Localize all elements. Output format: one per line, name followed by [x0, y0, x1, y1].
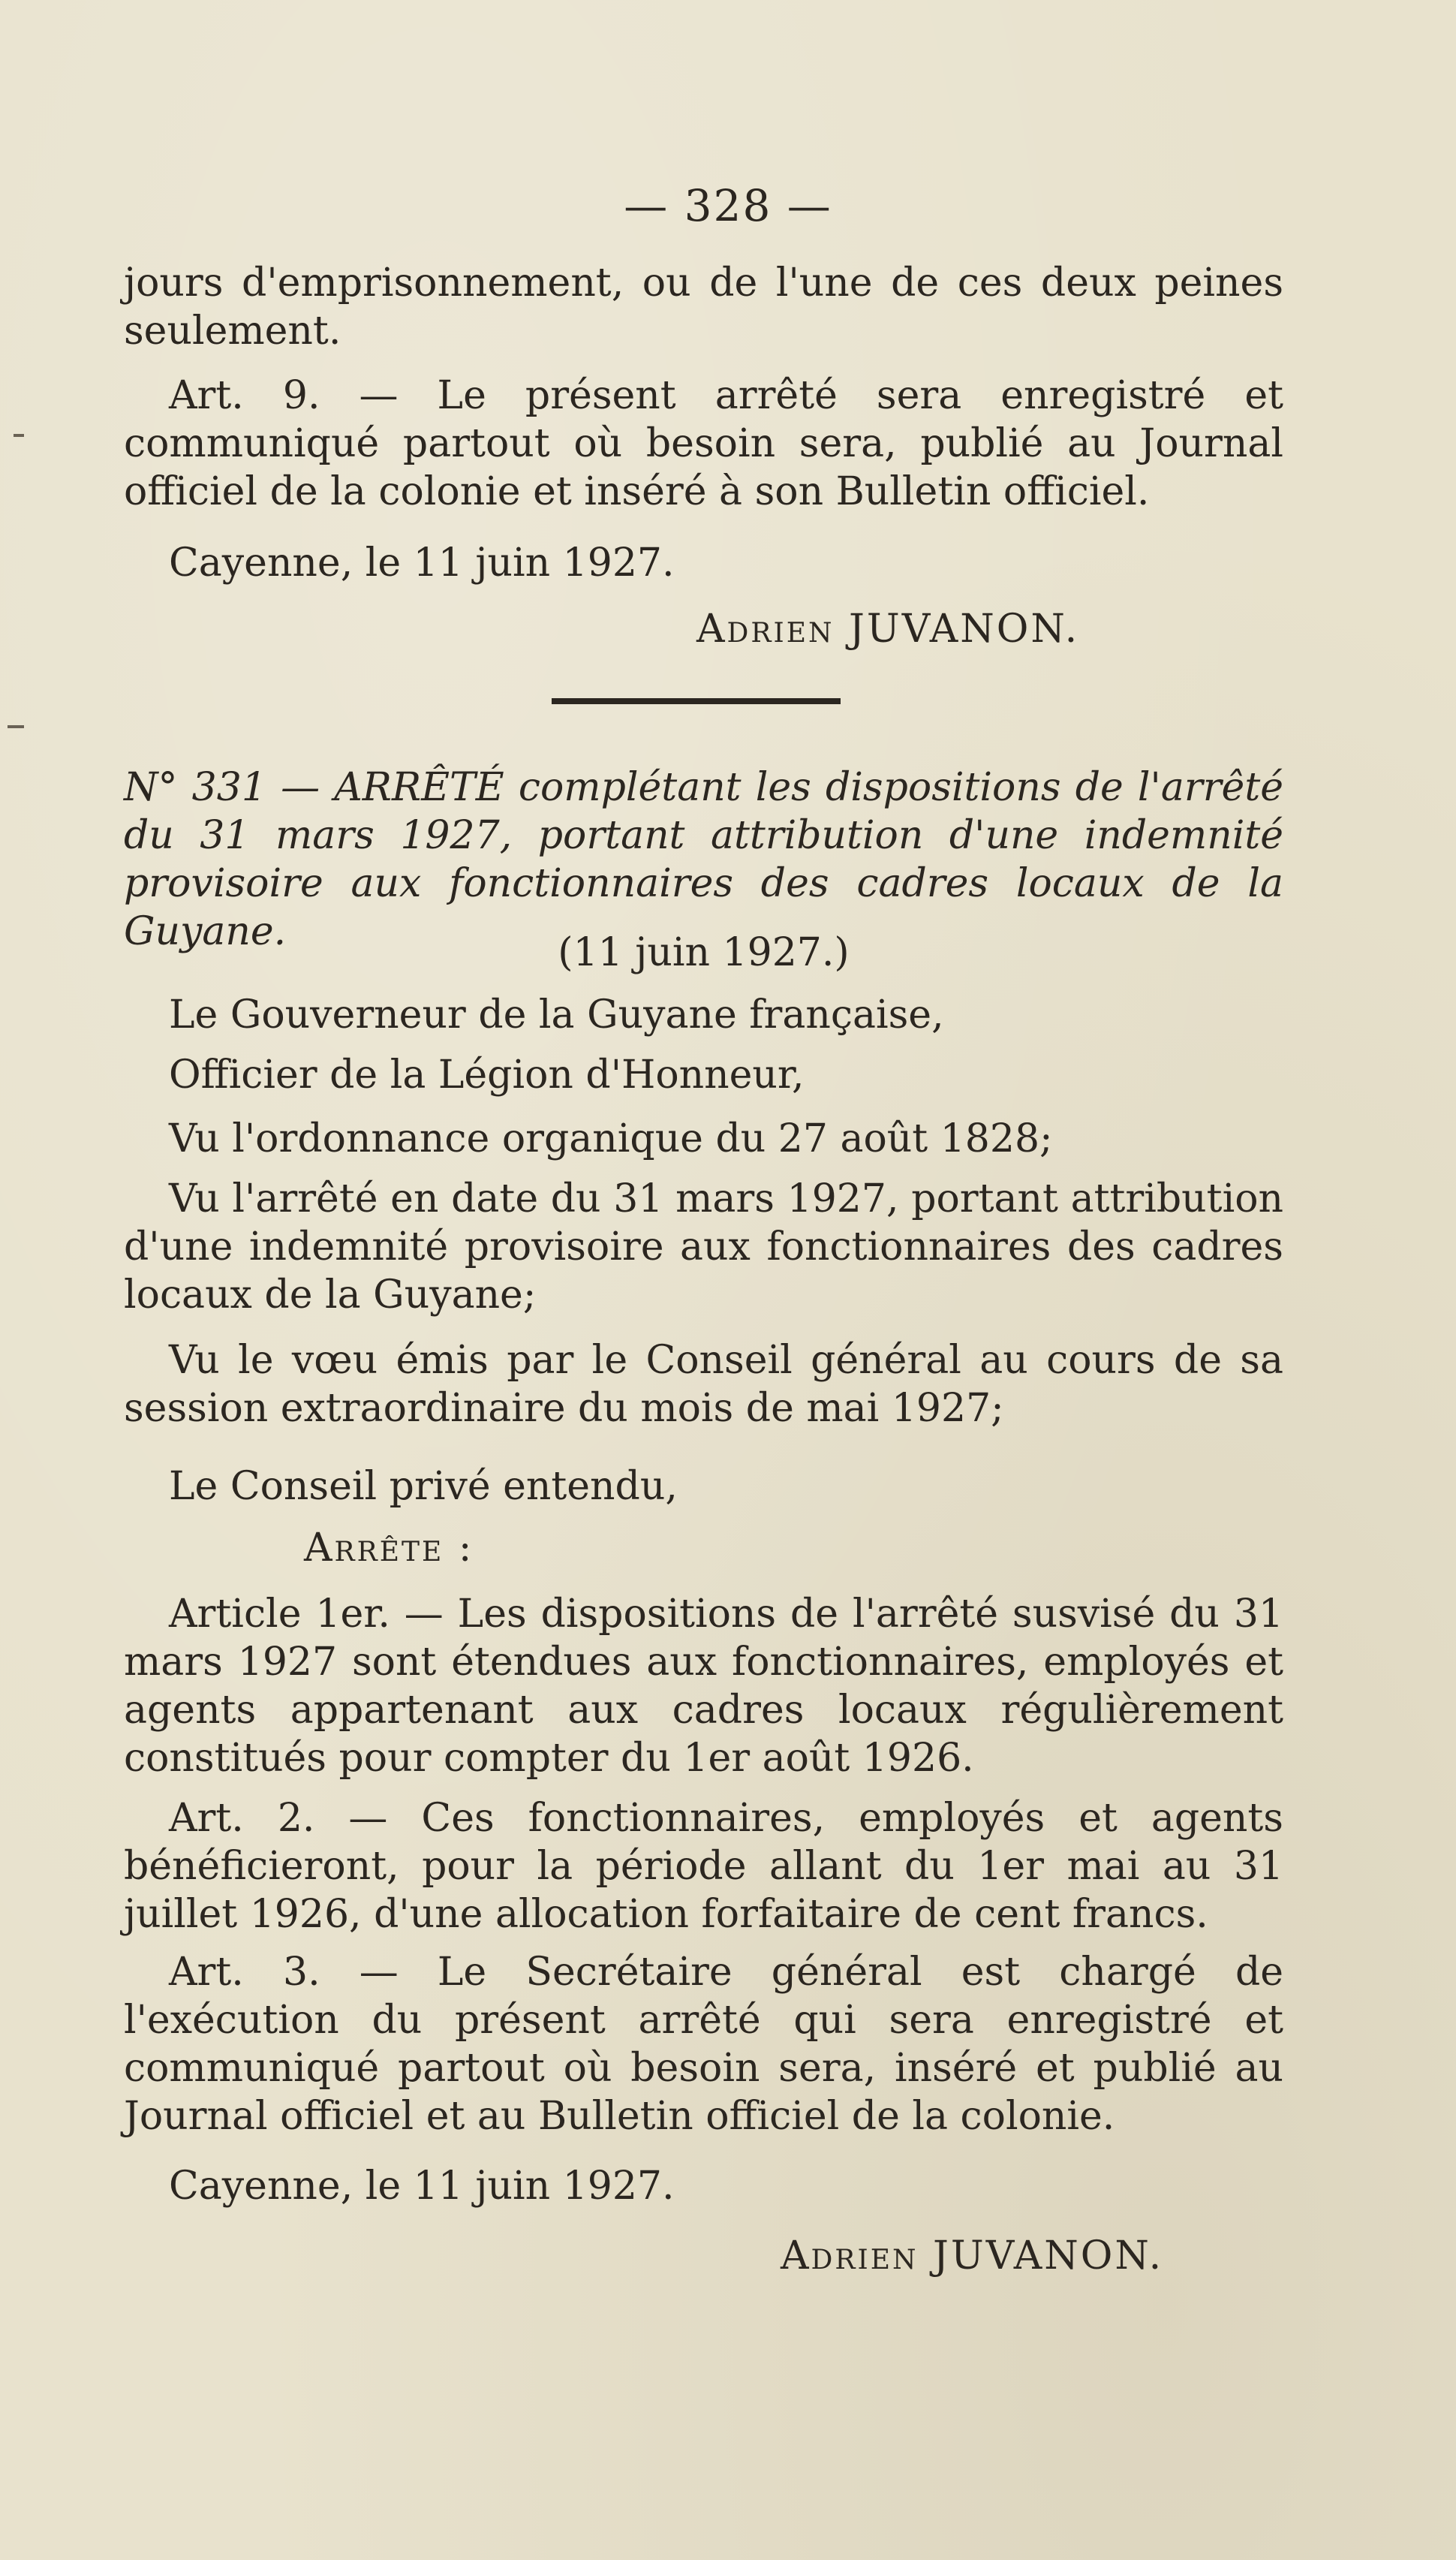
arrete-heading: Arrête :	[304, 1525, 474, 1571]
vu-ordonnance: Vu l'ordonnance organique du 27 août 1828;	[169, 1116, 1053, 1161]
paragraph-continuation: jours d'emprisonnement, ou de l'une de ces deux peines seulement.	[124, 261, 1283, 354]
arrete-date: (11 juin 1927.)	[558, 930, 850, 975]
date-line-2: Cayenne, le 11 juin 1927.	[169, 2164, 675, 2209]
article-3: Art. 3. — Le Secrétaire général est chargé de l'exécution du présent arrêté qui sera enregistré et communiqué partout où besoin sera, inséré et publié au Journal officiel et au Bulletin officiel de la colonie.	[124, 1950, 1283, 2139]
governor-line: Le Gouverneur de la Guyane française,	[169, 992, 944, 1038]
article-2: Art. 2. — Ces fonctionnaires, employés et agents bénéficieront, pour la période allant du 1er mai au 31 juillet 1926, d'une allocation forfaitaire de cent francs.	[124, 1796, 1283, 1937]
date-line-1: Cayenne, le 11 juin 1927.	[169, 541, 675, 586]
vu-arrete: Vu l'arrêté en date du 31 mars 1927, portant attribution d'une indemnité provisoire aux fonctionnaires des cadres locaux de la Guyane;	[124, 1176, 1283, 1318]
vu-voeu: Vu le vœu émis par le Conseil général au cours de sa session extraordinaire du mois de mai 1927;	[124, 1338, 1283, 1431]
article-1: Article 1er. — Les dispositions de l'arrêté susvisé du 31 mars 1927 sont étendues aux fonctionnaires, employés et agents appartenant aux cadres locaux régulièrement constitués pour compter du 1er août 1926.	[124, 1592, 1283, 1781]
conseil-line: Le Conseil privé entendu,	[169, 1464, 678, 1509]
page-number: — 328 —	[624, 180, 832, 231]
paragraph-article-9: Art. 9. — Le présent arrêté sera enregistré et communiqué partout où besoin sera, publié au Journal officiel de la colonie et inséré à son Bulletin officiel.	[124, 373, 1283, 514]
section-divider	[552, 698, 841, 704]
signature-2: Adrien JUVANON.	[781, 2233, 1164, 2278]
officer-line: Officier de la Légion d'Honneur,	[169, 1053, 805, 1098]
signature-1: Adrien JUVANON.	[696, 607, 1080, 652]
margin-mark	[8, 725, 24, 728]
arrete-title: N° 331 — ARRÊTÉ complétant les dispositions de l'arrêté du 31 mars 1927, portant attribution d'une indemnité provisoire aux fonctionnaires des cadres locaux de la Guyane.	[124, 765, 1283, 954]
margin-mark	[14, 434, 24, 437]
